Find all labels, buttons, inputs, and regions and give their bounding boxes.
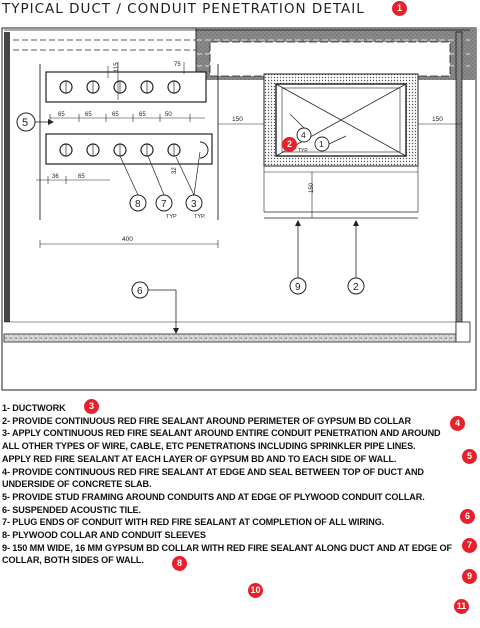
badge-note-4: 6 (460, 509, 475, 524)
badge-note-1: 3 (84, 399, 99, 414)
badge-drawing-2: 2 (282, 137, 297, 152)
leader-9-2 (298, 222, 356, 278)
note-3b: APPLY RED FIRE SEALANT AT EACH LAYER OF GYPSUM BD AND TO EACH SIDE OF WALL. (2, 453, 397, 464)
note-8: 8- PLYWOOD COLLAR AND CONDUIT SLEEVES (2, 530, 206, 541)
dim-32: 32 (172, 167, 178, 174)
note-7: 7- PLUG ENDS OF CONDUIT WITH RED FIRE SEALANT AT COMPLETION OF ALL WIRING. (2, 517, 385, 528)
callout-8-label: 8 (135, 199, 141, 210)
dim-115: 115 (114, 62, 120, 72)
dim-150-left: 150 (232, 116, 243, 123)
badge-note-8: 10 (248, 583, 263, 598)
page-title: TYPICAL DUCT / CONDUIT PENETRATION DETAIL (2, 1, 365, 17)
dim-65-e: 65 (78, 174, 85, 180)
note-6: 6- SUSPENDED ACOUSTIC TILE. (2, 504, 141, 515)
badge-note-6: 8 (172, 556, 187, 571)
callout-5-label: 5 (22, 117, 29, 129)
callout-1-label: 1 (319, 139, 324, 149)
callout-7-tip: TYP (166, 214, 177, 220)
badge-note-5: 7 (462, 538, 477, 553)
dim-150-vertical: 150 (309, 182, 315, 193)
callout-9-label: 9 (295, 282, 301, 293)
upper-light-band (210, 42, 450, 76)
dim-150-right: 150 (432, 116, 443, 123)
callout-6-label: 6 (137, 286, 143, 297)
note-1: 1- DUCTWORK (2, 403, 66, 413)
note-5: 5- PROVIDE STUD FRAMING AROUND CONDUITS AND AT EDGE OF PLYWOOD CONDUIT COLLAR. (2, 491, 425, 502)
right-wall-edge (456, 32, 462, 338)
dim-65-b: 65 (85, 112, 92, 118)
badge-note-2: 4 (450, 416, 465, 431)
dim-50: 50 (165, 112, 172, 118)
left-stud (4, 32, 10, 322)
badge-note-9: 11 (454, 599, 469, 614)
note-4: 4- PROVIDE CONTINUOUS RED FIRE SEALANT AT EDGE AND SEAL BETWEEN TOP OF DUCT AND UNDERSIDE OF CONCRETE SLAB. (2, 466, 424, 490)
dim-400: 400 (122, 236, 133, 243)
notes-list (2, 402, 457, 567)
badge-note-7: 9 (462, 569, 477, 584)
note-3: 3- APPLY CONTINUOUS RED FIRE SEALANT AROUND ENTIRE CONDUIT PENETRATION AND AROUND ALL OTHER TYPES OF WIRE, CABLE, ETC PENETRATIONS INCLUDING SPRINKLER PIPE LINES. (2, 428, 441, 452)
detail-drawing (0, 22, 480, 394)
note-9: 9- 150 MM WIDE, 16 MM GYPSUM BD COLLAR WITH RED FIRE SEALANT ALONG DUCT AND AT EDGE OF COLLAR, BOTH SIDES OF WALL. (2, 542, 452, 566)
callout-tip: TYP. (298, 148, 309, 154)
dim-36: 36 (52, 174, 59, 180)
stud-lines (40, 28, 218, 220)
callout-4-label: 4 (301, 130, 306, 140)
dim-65-c: 65 (112, 112, 119, 118)
dim-65-d: 65 (139, 112, 146, 118)
dim-75: 75 (174, 62, 181, 68)
note-2: 2- PROVIDE CONTINUOUS RED FIRE SEALANT AROUND PERIMETER OF GYPSUM BD COLLAR (2, 415, 411, 426)
dim-65-a: 65 (58, 112, 65, 118)
callout-2-label: 2 (353, 282, 359, 293)
badge-note-3: 5 (462, 449, 477, 464)
callout-7-label: 7 (161, 199, 167, 210)
callout-3-label: 3 (191, 199, 197, 210)
badge-title: 1 (392, 1, 407, 16)
stud-framing (264, 212, 418, 218)
callout-3-tip: TYP. (194, 214, 206, 220)
